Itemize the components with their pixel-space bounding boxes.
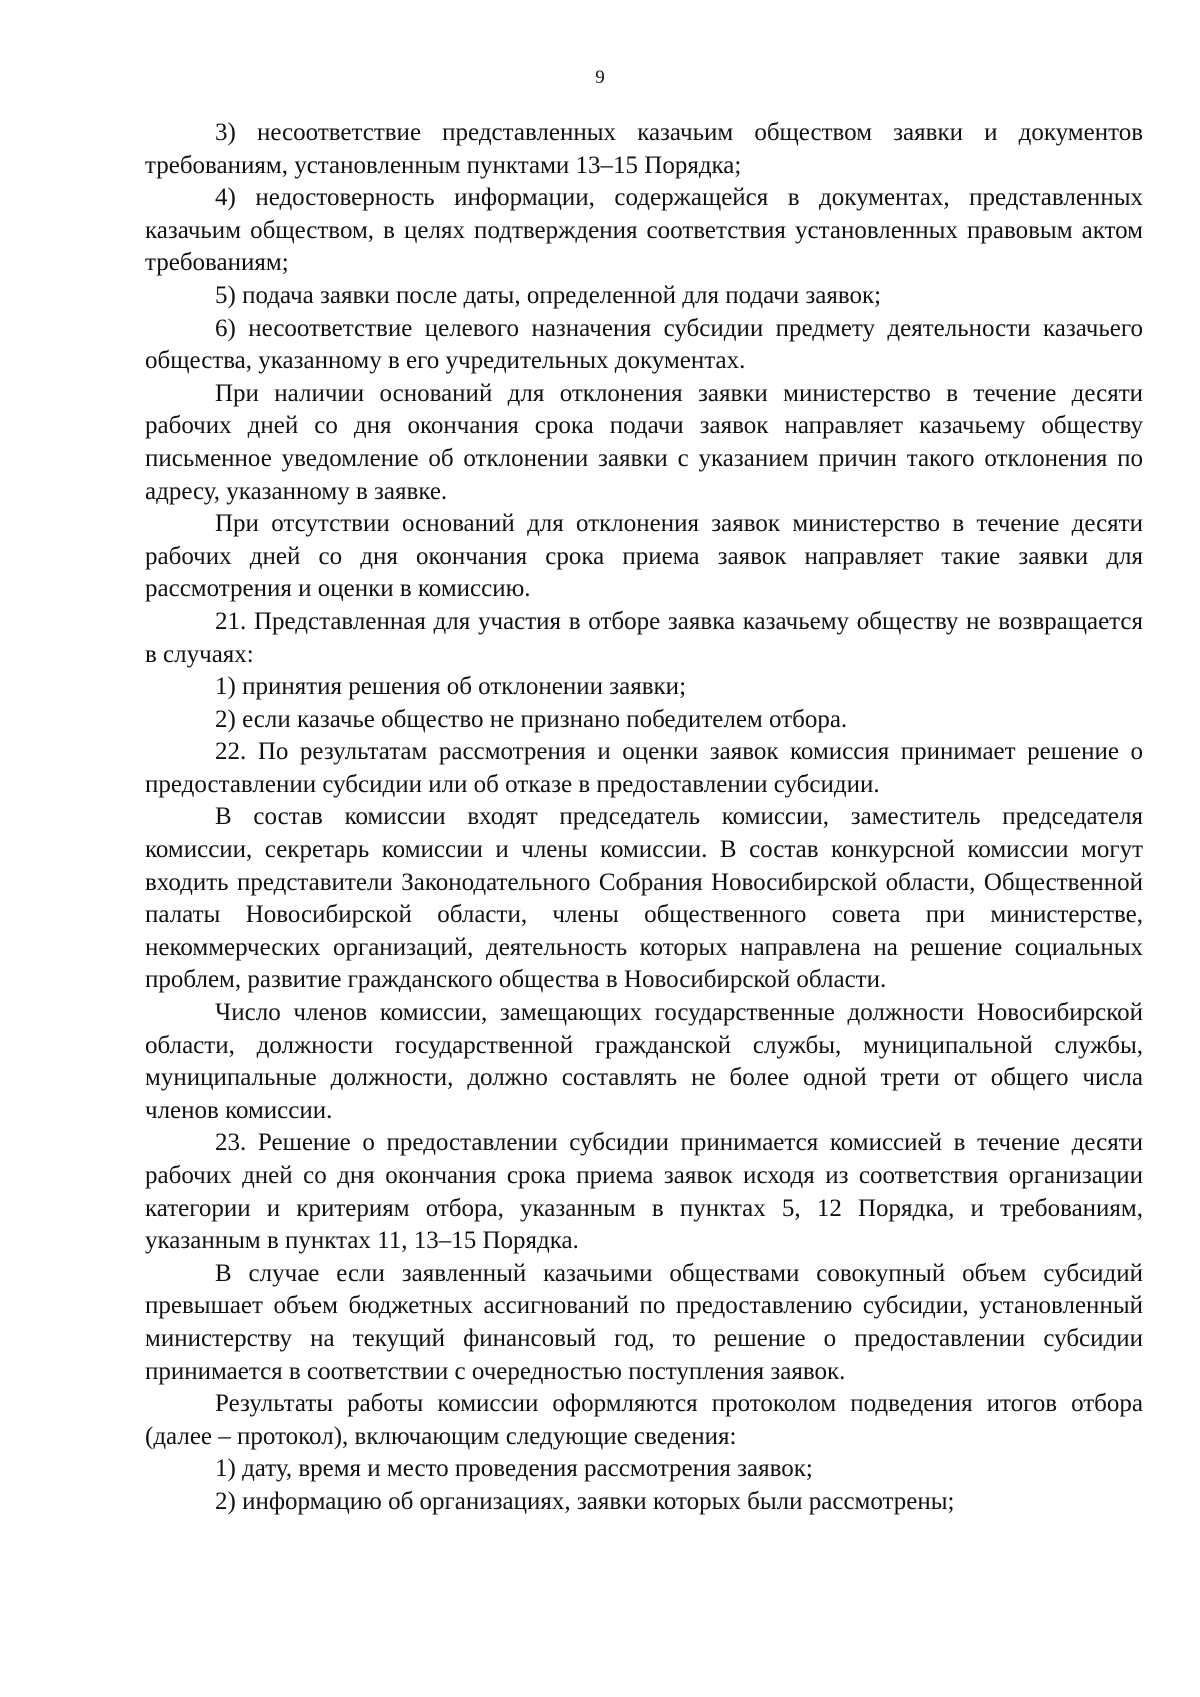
page-number: 9 <box>595 67 605 88</box>
document-body <box>145 117 1143 1519</box>
paragraph: 4) недостоверность информации, содержащейся в документах, представленных казачьим обществом, в целях подтверждения соответствия установленных правовым актом требованиям; <box>145 184 1143 277</box>
paragraph: 22. По результатам рассмотрения и оценки заявок комиссия принимает решение о предоставлении субсидии или об отказе в предоставлении субсидии. <box>145 738 1143 798</box>
paragraph: Результаты работы комиссии оформляются протоколом подведения итогов отбора (далее – протокол), включающим следующие сведения: <box>145 1390 1143 1450</box>
paragraph: 21. Представленная для участия в отборе заявка казачьему обществу не возвращается в случаях: <box>145 607 1143 668</box>
paragraph: При наличии оснований для отклонения заявки министерство в течение десяти рабочих дней со дня окончания срока подачи заявок направляет казачьему обществу письменное уведомление об отклонении заявки с указанием причин такого отклонения по адресу, указанному в заявке. <box>145 379 1143 505</box>
paragraph: 23. Решение о предоставлении субсидии принимается комиссией в течение десяти рабочих дней со дня окончания срока приема заявок исходя из соответствия организации категории и критериям отбора, указанным в пунктах 5, 12 Порядка, и требованиям, указанным в пунктах 11, 13–15 Порядка. <box>145 1129 1143 1255</box>
paragraph: 3) несоответствие представленных казачьим обществом заявки и документов требованиям, установленным пунктами 13–15 Порядка; <box>145 119 1143 179</box>
paragraph: В случае если заявленный казачьими обществами совокупный объем субсидий превышает объем бюджетных ассигнований по предоставлению субсидии, установленный министерству на текущий финансовый год, то решение о предоставлении субсидии принимается в соответствии с очередностью поступления заявок. <box>145 1259 1143 1385</box>
paragraph: В состав комиссии входят председатель комиссии, заместитель председателя комиссии, секретарь комиссии и члены комиссии. В состав конкурсной комиссии могут входить представители Законодательного Собрания Новосибирской области, Общественной палаты Новосибирской области, члены общественного совета при министерстве, некоммерческих организаций, деятельность которых направлена на решение социальных проблем, развитие гражданского общества в Новосибирской области. <box>145 803 1143 994</box>
paragraph: 1) дату, время и место проведения рассмотрения заявок; <box>215 1455 813 1483</box>
paragraph: 1) принятия решения об отклонении заявки; <box>215 673 687 701</box>
paragraph: 2) если казачье общество не признано победителем отбора. <box>215 705 848 733</box>
paragraph: 5) подача заявки после даты, определенной для подачи заявок; <box>215 281 882 309</box>
paragraph: 2) информацию об организациях, заявки которых были рассмотрены; <box>215 1487 955 1515</box>
paragraph: 6) несоответствие целевого назначения субсидии предмету деятельности казачьего общества, указанному в его учредительных документах. <box>145 314 1143 375</box>
paragraph: При отсутствии оснований для отклонения заявок министерство в течение десяти рабочих дней со дня окончания срока приема заявок направляет такие заявки для рассмотрения и оценки в комиссию. <box>145 510 1143 603</box>
paragraph: Число членов комиссии, замещающих государственные должности Новосибирской области, должности государственной гражданской службы, муниципальной службы, муниципальные должности, должно составлять не более одной трети от общего числа членов комиссии. <box>145 999 1143 1124</box>
